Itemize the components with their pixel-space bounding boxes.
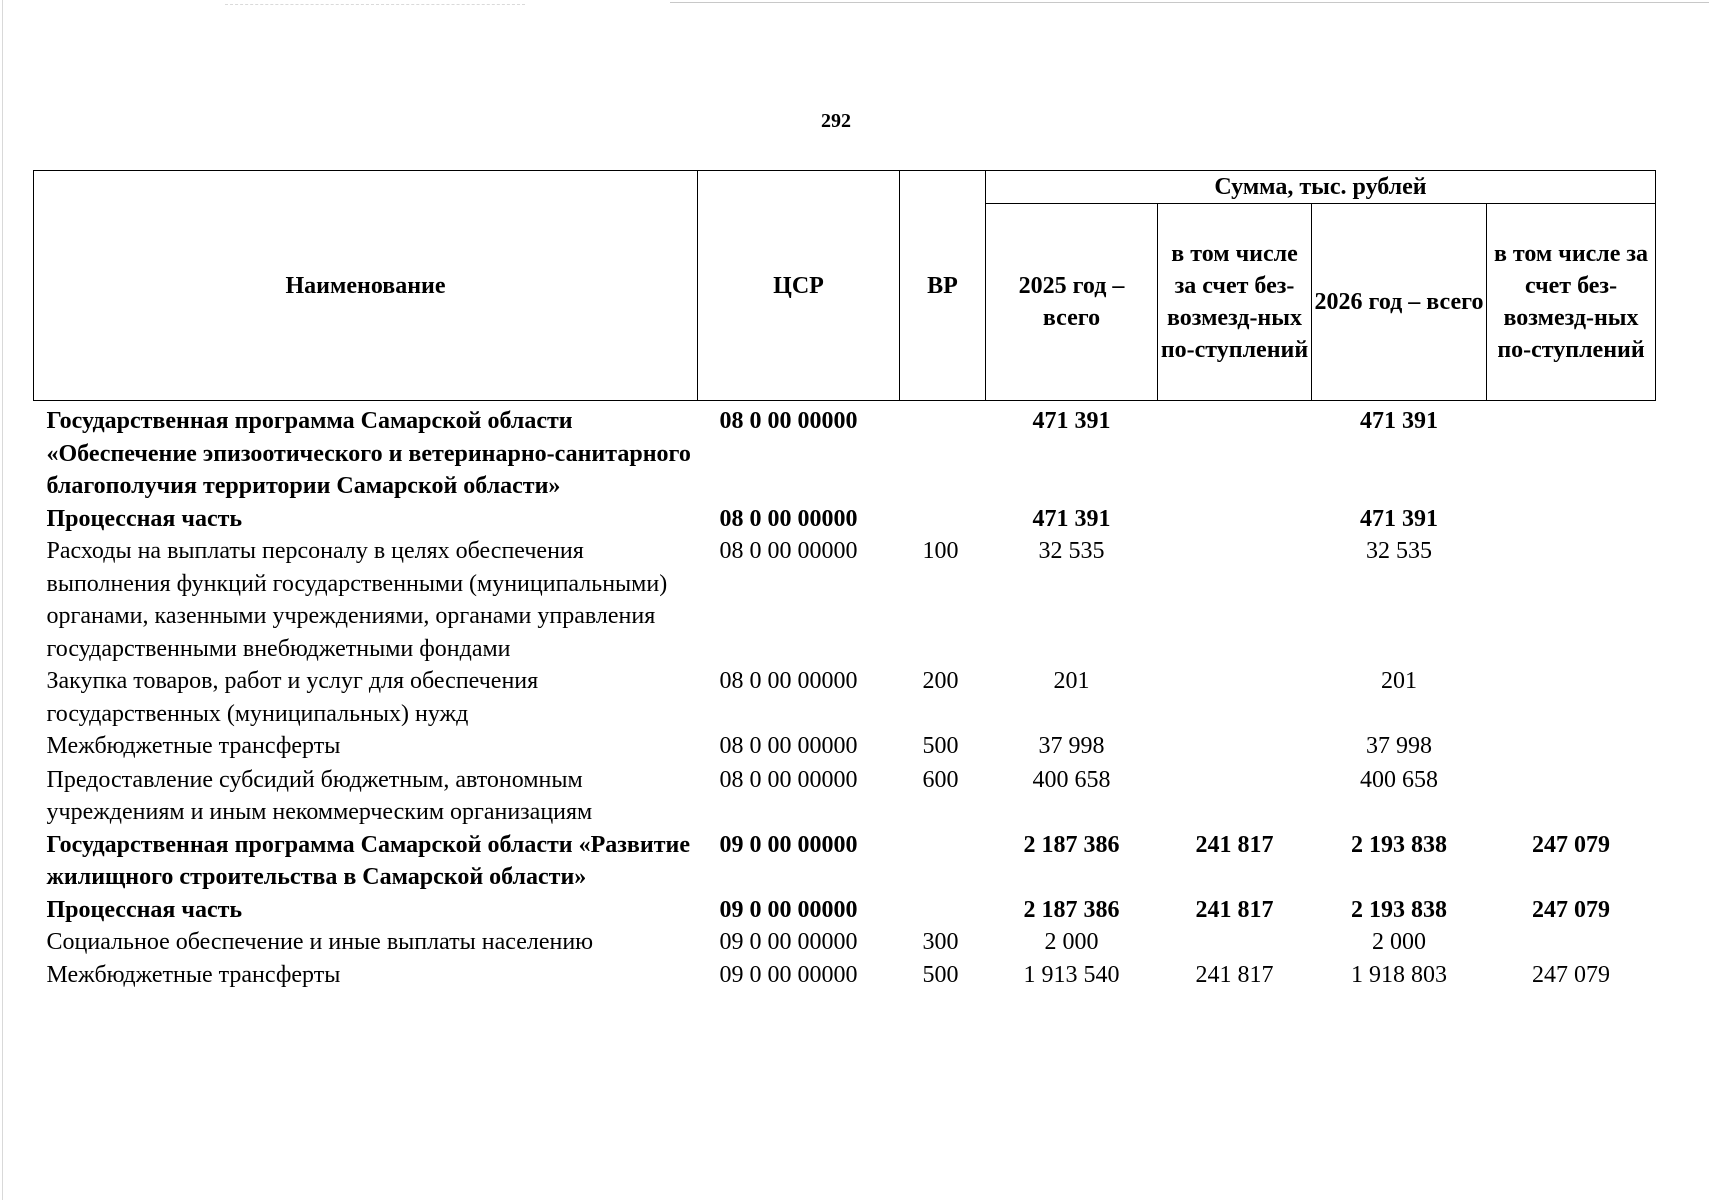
header-2025-free: в том числе за счет без-возмезд-ных по-ступлений: [1158, 204, 1312, 401]
row-2025-total: 37 998: [1038, 733, 1105, 759]
row-2026-total: 2 000: [1372, 929, 1426, 955]
scan-edge-line-top-dashed: [225, 4, 525, 5]
header-csr: ЦСР: [698, 171, 900, 401]
row-name: Межбюджетные трансферты: [46, 961, 341, 988]
row-2026-free: 247 079: [1532, 896, 1610, 923]
page-number: 292: [821, 110, 851, 132]
row-2026-free: [1487, 926, 1656, 959]
row-2026-total: 471 391: [1360, 408, 1438, 434]
header-vr: ВР: [900, 171, 986, 401]
row-2026-free: [1487, 763, 1656, 829]
table-row: [34, 894, 1656, 927]
row-csr: 09 0 00 00000: [719, 896, 858, 923]
row-name: Государственная программа Самарской области «Обеспечение эпизоотического и ветеринарно-санитарного благополучия территории Самарской области»: [46, 408, 691, 499]
scan-edge-line-left: [2, 0, 3, 1200]
row-name: Закупка товаров, работ и услуг для обеспечения государственных (муниципальных) нужд: [46, 668, 539, 727]
row-2025-total: 471 391: [1032, 408, 1111, 434]
row-2026-free: [1487, 665, 1656, 730]
header-name: Наименование: [34, 171, 698, 401]
row-csr: 08 0 00 00000: [719, 408, 858, 434]
row-csr: 08 0 00 00000: [719, 766, 858, 793]
row-2025-total: 2 187 386: [1023, 831, 1120, 858]
row-2025-free: [1158, 665, 1312, 730]
table-row: [34, 503, 1656, 536]
row-csr: 09 0 00 00000: [719, 929, 858, 955]
row-name: Государственная программа Самарской области «Развитие жилищного строительства в Самарской области»: [46, 831, 690, 890]
table-row: [34, 535, 1656, 665]
row-vr: [900, 401, 986, 503]
header-2026-total: 2026 год – всего: [1312, 204, 1487, 401]
row-2026-free: [1487, 503, 1656, 536]
row-csr: 09 0 00 00000: [719, 831, 858, 858]
row-csr: 08 0 00 00000: [719, 538, 858, 564]
row-2025-free: [1158, 730, 1312, 763]
row-2026-total: 471 391: [1360, 505, 1438, 532]
row-2025-free: [1158, 503, 1312, 536]
row-2026-total: 2 193 838: [1351, 831, 1447, 858]
row-2025-total: 2 000: [1044, 929, 1099, 955]
row-2026-total: 32 535: [1366, 538, 1432, 564]
row-vr: [900, 894, 986, 927]
row-2025-total: 201: [1053, 668, 1090, 694]
table-row: [34, 730, 1656, 763]
header-2025-total: 2025 год – всего: [986, 204, 1158, 401]
row-csr: 08 0 00 00000: [719, 733, 858, 759]
row-2025-free: 241 817: [1195, 961, 1274, 988]
row-csr: 08 0 00 00000: [719, 668, 858, 694]
table-row: [34, 959, 1656, 992]
row-2026-total: 2 193 838: [1351, 896, 1447, 923]
row-csr: 08 0 00 00000: [719, 505, 858, 532]
row-2026-free: [1487, 730, 1656, 763]
table-row: [34, 926, 1656, 959]
row-name: Межбюджетные трансферты: [46, 733, 341, 759]
row-2026-total: 201: [1381, 668, 1417, 694]
row-2025-free: [1158, 763, 1312, 829]
table-body: [34, 401, 1656, 992]
row-name: Процессная часть: [46, 505, 243, 532]
row-2026-free: [1487, 401, 1656, 503]
table-row: [34, 665, 1656, 730]
row-vr: 600: [922, 766, 959, 793]
table-row: [34, 763, 1656, 829]
budget-table: [33, 170, 1656, 991]
row-csr: 09 0 00 00000: [719, 961, 858, 988]
row-2025-free: [1158, 535, 1312, 665]
row-2025-total: 471 391: [1032, 505, 1111, 532]
row-vr: 300: [922, 929, 959, 955]
row-2025-total: 32 535: [1038, 538, 1105, 564]
header-sum-group: Сумма, тыс. рублей: [986, 171, 1656, 204]
table-row: [34, 829, 1656, 894]
row-2025-total: 2 187 386: [1023, 896, 1120, 923]
row-2025-total: 400 658: [1032, 766, 1111, 793]
row-name: Предоставление субсидий бюджетным, автономным учреждениям и иным некоммерческим организациям: [46, 766, 593, 825]
row-vr: 500: [922, 733, 959, 759]
row-2025-free: [1158, 401, 1312, 503]
row-name: Расходы на выплаты персоналу в целях обеспечения выполнения функций государственными (муниципальными) органами, казенными учреждениями, органами управления государственными внебюджетными фондами: [46, 538, 668, 662]
row-name: Процессная часть: [46, 896, 243, 923]
scan-edge-line-top: [670, 2, 1709, 3]
row-2026-total: 37 998: [1366, 733, 1432, 759]
row-2026-free: 247 079: [1532, 961, 1610, 988]
row-vr: [900, 829, 986, 894]
table-header: [34, 171, 1656, 401]
row-2026-total: 400 658: [1360, 766, 1438, 793]
row-2025-free: [1158, 926, 1312, 959]
row-vr: 200: [922, 668, 959, 694]
row-2025-free: 241 817: [1195, 896, 1274, 923]
row-vr: [900, 503, 986, 536]
row-2026-free: [1487, 535, 1656, 665]
row-2026-total: 1 918 803: [1351, 961, 1447, 988]
row-vr: 500: [922, 961, 959, 988]
row-2026-free: 247 079: [1532, 831, 1610, 858]
row-2025-free: 241 817: [1195, 831, 1274, 858]
table-row: [34, 401, 1656, 503]
header-2026-free: в том числе за счет без-возмезд-ных по-ступлений: [1487, 204, 1656, 401]
row-name: Социальное обеспечение и иные выплаты населению: [46, 929, 594, 955]
row-vr: 100: [922, 538, 959, 564]
row-2025-total: 1 913 540: [1023, 961, 1120, 988]
